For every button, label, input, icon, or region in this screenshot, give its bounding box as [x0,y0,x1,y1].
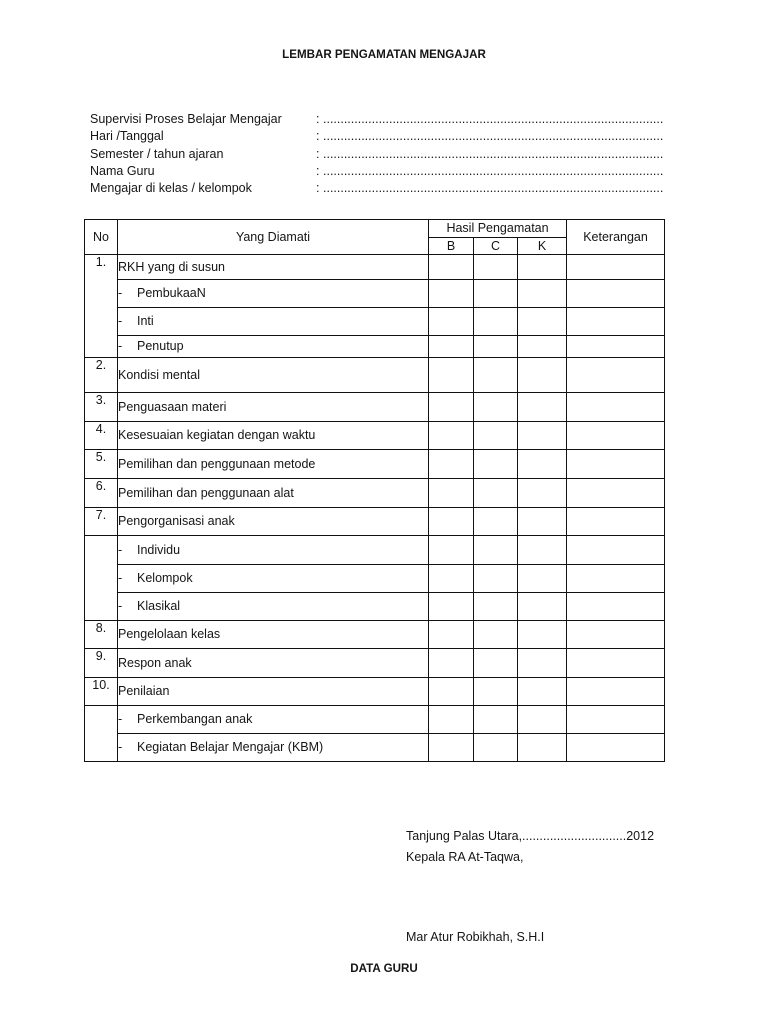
sub-item-cell [118,336,429,358]
table-row [85,280,665,308]
field-value-dots: .................................................................................................. [323,163,664,178]
score-k-cell [518,621,567,649]
bullet-dash: - [118,339,123,353]
item-cell [118,621,429,649]
score-b-cell [429,593,474,621]
table-row [85,734,665,762]
table-row [85,508,665,536]
field-value-dots: .................................................................................................. [323,129,664,144]
score-b-cell [429,479,474,508]
score-c-cell [474,336,518,358]
score-b-cell [429,508,474,536]
item-cell [118,358,429,393]
table-row [85,536,665,565]
table-row [85,393,665,422]
item-text: Perkembangan anak [137,712,253,726]
remarks-cell [567,308,665,336]
item-cell [118,479,429,508]
remarks-cell [567,593,665,621]
item-text: RKH yang di susun [118,259,226,274]
item-cell [118,649,429,678]
identity-fields [90,111,664,197]
row-number-cell: 4. [85,422,118,450]
table-row [85,593,665,621]
table-row [85,336,665,358]
field-row-day-date [90,128,664,145]
header-remarks: Keterangan [567,220,665,255]
remarks-cell [567,393,665,422]
score-b-cell [429,255,474,280]
bullet-dash: - [118,542,123,557]
score-k-cell [518,536,567,565]
row-number-cell: 9. [85,649,118,678]
bullet-dash: - [118,740,123,754]
item-text: Kesesuaian kegiatan dengan waktu [118,428,316,442]
field-row-teacher-name [90,163,664,180]
field-value-dots: .................................................................................................. [323,112,664,126]
item-text: Pengorganisasi anak [118,514,235,528]
header-no: No [85,220,118,255]
score-b-cell [429,422,474,450]
score-c-cell [474,255,518,280]
score-c-cell [474,678,518,706]
score-c-cell [474,536,518,565]
score-b-cell [429,450,474,479]
score-c-cell [474,649,518,678]
score-k-cell [518,706,567,734]
score-b-cell [429,649,474,678]
sub-item-cell [118,308,429,336]
signature-place-date: Tanjung Palas Utara,..............................2012 [406,829,655,843]
field-label: Nama Guru [90,163,155,178]
remarks-cell [567,734,665,762]
table-row [85,358,665,393]
score-k-cell [518,734,567,762]
sub-item-cell [118,734,429,762]
header-result: Hasil Pengamatan [429,220,567,238]
score-b-cell [429,336,474,358]
item-cell [118,422,429,450]
table-row [85,422,665,450]
field-separator: : [316,181,320,196]
score-k-cell [518,479,567,508]
field-separator: : [316,146,320,161]
remarks-cell [567,479,665,508]
item-text: Penguasaan materi [118,399,227,414]
score-b-cell [429,706,474,734]
score-k-cell [518,336,567,358]
item-text: Pemilihan dan penggunaan alat [118,485,294,500]
bullet-dash: - [118,712,123,726]
bullet-dash: - [118,599,123,613]
next-section-heading: DATA GURU [350,962,418,975]
item-cell [118,393,429,422]
observation-table [84,219,665,762]
table-row [85,621,665,649]
field-value-dots: .................................................................................................. [323,181,664,196]
item-text: Kelompok [137,571,193,585]
header-score-b: B [429,238,474,255]
score-c-cell [474,621,518,649]
header-score-c: C [474,238,518,255]
score-c-cell [474,565,518,593]
sub-item-cell [118,706,429,734]
remarks-cell [567,508,665,536]
signature-position: Kepala RA At-Taqwa, [406,850,524,864]
score-k-cell [518,450,567,479]
remarks-cell [567,422,665,450]
score-c-cell [474,422,518,450]
field-separator: : [316,163,320,178]
table-row [85,479,665,508]
row-number-cell: 2. [85,358,118,393]
score-k-cell [518,280,567,308]
remarks-cell [567,358,665,393]
score-c-cell [474,358,518,393]
item-text: Respon anak [118,655,192,670]
item-text: Individu [137,542,181,557]
remarks-cell [567,649,665,678]
score-k-cell [518,358,567,393]
sub-item-cell [118,593,429,621]
score-c-cell [474,308,518,336]
score-k-cell [518,393,567,422]
table-row [85,649,665,678]
row-number-cell: 1. [85,255,118,358]
score-c-cell [474,280,518,308]
remarks-cell [567,536,665,565]
score-k-cell [518,255,567,280]
score-c-cell [474,593,518,621]
bullet-dash: - [118,286,123,300]
score-b-cell [429,565,474,593]
score-k-cell [518,649,567,678]
row-number-cell [85,536,118,621]
row-number-cell [85,706,118,762]
item-text: Penilaian [118,684,170,698]
signature-name: Mar Atur Robikhah, S.H.I [406,930,545,944]
header-score-k: K [518,238,567,255]
score-b-cell [429,734,474,762]
table-row [85,565,665,593]
remarks-cell [567,450,665,479]
field-label: Supervisi Proses Belajar Mengajar [90,112,282,126]
row-number-cell: 7. [85,508,118,536]
score-k-cell [518,508,567,536]
score-k-cell [518,593,567,621]
item-text: Inti [137,314,154,328]
table-header-row [85,220,665,238]
table-row [85,308,665,336]
bullet-dash: - [118,571,123,585]
score-c-cell [474,508,518,536]
field-row-semester [90,146,664,163]
score-c-cell [474,706,518,734]
sub-item-cell [118,565,429,593]
sub-item-cell [118,280,429,308]
field-value-dots: .................................................................................................. [323,146,664,161]
score-b-cell [429,393,474,422]
sub-item-cell [118,536,429,565]
item-text: Kegiatan Belajar Mengajar (KBM) [137,740,324,754]
score-k-cell [518,678,567,706]
score-c-cell [474,393,518,422]
score-b-cell [429,308,474,336]
item-text: Klasikal [137,599,181,613]
field-separator: : [316,112,320,126]
score-c-cell [474,479,518,508]
field-label: Hari /Tanggal [90,129,164,144]
remarks-cell [567,565,665,593]
item-cell [118,450,429,479]
remarks-cell [567,255,665,280]
score-b-cell [429,536,474,565]
table-row [85,450,665,479]
bullet-dash: - [118,314,123,328]
table-row [85,706,665,734]
item-text: Pengelolaan kelas [118,627,221,641]
score-b-cell [429,280,474,308]
score-c-cell [474,734,518,762]
item-cell [118,678,429,706]
score-k-cell [518,308,567,336]
row-number-cell: 3. [85,393,118,422]
item-text: Pemilihan dan penggunaan metode [118,456,316,471]
row-number-cell: 8. [85,621,118,649]
table-body [85,255,665,762]
item-text: Kondisi mental [118,367,200,382]
item-text: Penutup [137,339,184,353]
score-b-cell [429,621,474,649]
remarks-cell [567,336,665,358]
row-number-cell: 10. [85,678,118,706]
remarks-cell [567,706,665,734]
table-row [85,255,665,280]
item-cell [118,508,429,536]
item-cell [118,255,429,280]
score-b-cell [429,358,474,393]
header-observed: Yang Diamati [118,220,429,255]
row-number-cell: 5. [85,450,118,479]
document-title: LEMBAR PENGAMATAN MENGAJAR [282,48,486,61]
row-number-cell: 6. [85,479,118,508]
remarks-cell [567,678,665,706]
remarks-cell [567,621,665,649]
score-c-cell [474,450,518,479]
field-row-supervision [90,111,664,128]
field-label: Mengajar di kelas / kelompok [90,181,252,196]
score-k-cell [518,422,567,450]
item-text: PembukaaN [137,286,206,300]
score-k-cell [518,565,567,593]
field-label: Semester / tahun ajaran [90,146,224,161]
remarks-cell [567,280,665,308]
field-row-class-group [90,180,664,197]
field-separator: : [316,129,320,144]
score-b-cell [429,678,474,706]
table-row [85,678,665,706]
